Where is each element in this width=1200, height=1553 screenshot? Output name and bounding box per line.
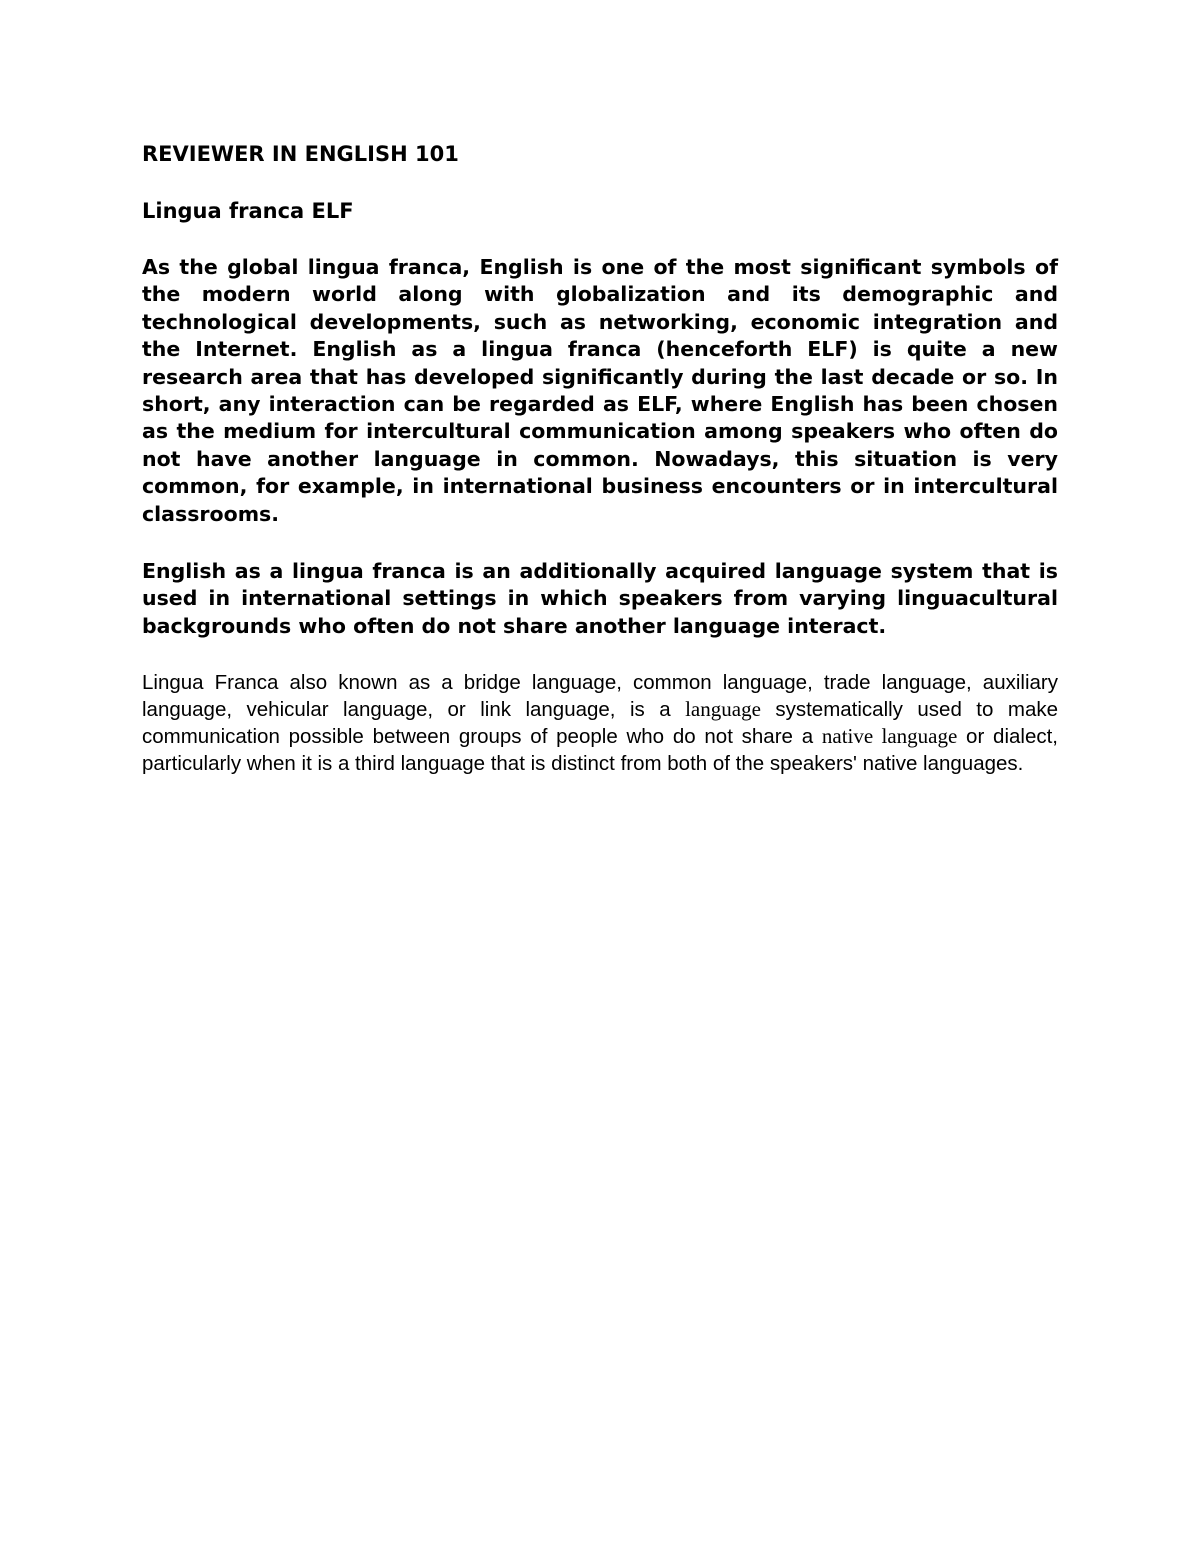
paragraph-text-part: Lingua Franca also known as a bridge language, common language, trade language, auxiliary language, vehicular language, or link language, is a	[142, 671, 1058, 722]
paragraph-lingua-franca-definition	[142, 669, 1058, 777]
paragraph-text-part: systematically used to make communication possible between groups of people who do not share a	[142, 698, 1058, 749]
paragraph-elf-overview: As the global lingua franca, English is one of the most significant symbols of the modern world along with globalization and its demographic and technological developments, such as networking, economic integration and the Internet. English as a lingua franca (henceforth ELF) is quite a new research area that has developed significantly during the last decade or so. In short, any interaction can be regarded as ELF, where English has been chosen as the medium for intercultural communication among speakers who often do not have another language in common. Nowadays, this situation is very common, for example, in international business encounters or in intercultural classrooms.	[142, 255, 1058, 526]
term-native-language: native language	[821, 724, 958, 749]
paragraph-elf-definition: English as a lingua franca is an additionally acquired language system that is used in international settings in which speakers from varying linguacultural backgrounds who often do not share another language interact.	[142, 559, 1058, 638]
section-heading: Lingua franca ELF	[142, 199, 354, 223]
term-language: language	[685, 697, 761, 722]
document-body	[142, 140, 1058, 777]
paragraph-text-part: or dialect, particularly when it is a third language that is distinct from both of the speakers' native languages.	[142, 725, 1058, 776]
document-title: REVIEWER IN ENGLISH 101	[142, 142, 459, 166]
